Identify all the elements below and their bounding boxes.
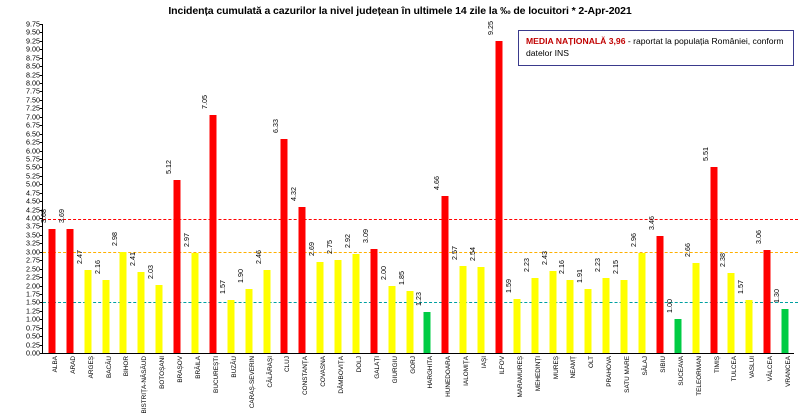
y-axis-tick-label: 5.50: [26, 162, 40, 172]
y-axis-tick-label: 2.25: [26, 272, 40, 282]
x-axis-category-label: BRĂILA: [194, 356, 202, 379]
y-axis-tick-label: 1.00: [26, 314, 40, 324]
bar-value-label: 7.05: [200, 95, 210, 110]
y-axis-tick-label: 6.00: [26, 146, 40, 156]
bar[interactable]: [728, 273, 735, 353]
y-axis-tick-label: 8.25: [26, 70, 40, 80]
bar-group: [307, 24, 329, 387]
bar[interactable]: [692, 263, 699, 353]
bar-value-label: 3.68: [39, 208, 49, 223]
x-axis-category-label: BUZĂU: [230, 356, 238, 378]
bar[interactable]: [352, 254, 359, 353]
bar[interactable]: [335, 260, 342, 353]
x-axis-category-label: VRANCEA: [785, 356, 793, 387]
bar[interactable]: [531, 278, 538, 353]
y-axis-tick-label: 2.00: [26, 281, 40, 290]
bar-group: [200, 24, 222, 393]
bar[interactable]: [299, 207, 306, 353]
bar[interactable]: [764, 250, 771, 353]
x-axis-category-label: HUNEDOARA: [445, 356, 453, 397]
y-axis-tick-label: 9.75: [26, 19, 40, 29]
bar-value-label: 1.23: [414, 291, 424, 306]
bar-value-label: 2.54: [468, 247, 478, 262]
bar-group: [57, 24, 79, 374]
x-axis-category-label: SATU MARE: [624, 356, 632, 393]
y-axis-tick-label: 0.50: [26, 331, 40, 341]
bar-group: [182, 24, 204, 379]
bar[interactable]: [460, 266, 467, 353]
y-axis-tick-label: 7.50: [26, 95, 40, 105]
x-axis-category-label: BACĂU: [105, 356, 113, 379]
bar-value-label: 1.85: [396, 270, 406, 285]
bar[interactable]: [424, 312, 431, 354]
bar[interactable]: [513, 299, 520, 353]
bar[interactable]: [263, 270, 270, 353]
y-axis-tick-label: 6.50: [26, 129, 40, 139]
bar-group: [629, 24, 651, 376]
chart-title: Incidența cumulată a cazurilor la nivel județean în ultimele 14 zile la ‰ de locuitori * 2-Apr-2021: [168, 5, 632, 17]
bar[interactable]: [639, 253, 646, 353]
bar-group: [325, 24, 347, 394]
bar-value-label: 2.23: [593, 257, 603, 272]
bar-value-label: 2.15: [611, 260, 621, 275]
x-axis-category-label: BISTRIȚA-NĂSĂUD: [141, 356, 149, 414]
y-axis-tick-label: 6.75: [26, 120, 40, 130]
bar-value-label: 2.38: [718, 252, 728, 267]
bar-group: [772, 24, 794, 387]
bar-value-label: 1.57: [736, 280, 746, 295]
bar-value-label: 3.46: [647, 216, 657, 231]
bar-value-label: 2.98: [110, 232, 120, 247]
x-axis-category-label: GALAȚI: [373, 356, 381, 379]
y-axis-tick-label: 0.25: [26, 340, 40, 350]
y-axis-tick-label: 0.75: [26, 323, 40, 333]
bar[interactable]: [656, 236, 663, 353]
bar-group: [754, 24, 776, 382]
bar-group: [378, 24, 401, 384]
bar-group: [164, 24, 186, 383]
bar-value-label: 3.69: [57, 208, 67, 223]
x-axis-category-label: CONSTANȚA: [302, 356, 310, 395]
bar-value-label: 2.47: [74, 249, 84, 264]
bar-group: [450, 24, 472, 386]
bar-value-label: 4.32: [289, 187, 299, 202]
x-axis-category-label: SĂLAJ: [642, 356, 649, 376]
y-axis-tick-label: 5.00: [26, 179, 40, 189]
y-axis-tick-label: 8.50: [26, 61, 40, 71]
bar-value-label: 9.25: [486, 20, 496, 35]
bar[interactable]: [621, 280, 628, 353]
x-axis-category-label: SUCEAVA: [677, 356, 685, 386]
bar[interactable]: [102, 280, 109, 353]
y-axis-tick-label: 1.75: [26, 289, 40, 299]
bar-value-label: 2.66: [682, 243, 692, 258]
bar-value-label: 6.33: [271, 119, 281, 134]
y-axis-tick-label: 7.00: [26, 112, 40, 122]
bar[interactable]: [317, 262, 324, 353]
bar-value-label: 1.57: [217, 280, 227, 295]
x-axis-category-label: ARGEȘ: [87, 356, 95, 379]
bar-group: [504, 24, 526, 398]
x-axis-category-label: COVASNA: [320, 356, 328, 387]
bar[interactable]: [227, 300, 234, 353]
bar-group: [432, 24, 454, 397]
bar[interactable]: [138, 272, 145, 353]
bar[interactable]: [388, 286, 395, 353]
bar[interactable]: [245, 289, 252, 353]
x-axis-category-label: ALBA: [51, 356, 59, 373]
bar-value-label: 1.00: [664, 299, 674, 314]
bar-value-label: 2.23: [521, 257, 531, 272]
bar[interactable]: [370, 249, 377, 353]
y-axis-tick-label: 6.25: [26, 137, 40, 147]
bar-value-label: 2.96: [629, 233, 639, 248]
bar[interactable]: [209, 115, 216, 353]
x-axis-category-label: MUREȘ: [552, 356, 560, 380]
national-average-legend: [518, 30, 794, 66]
x-axis-category-label: DÂMBOVIȚA: [338, 356, 346, 394]
y-axis-tick-label: 4.75: [26, 188, 40, 198]
bar-value-label: 3.06: [754, 229, 764, 244]
y-axis-tick-label: 2.75: [26, 255, 40, 265]
bar-group: [74, 24, 97, 379]
x-axis-category-label: HARGHITA: [427, 356, 435, 389]
bar-value-label: 3.09: [360, 228, 370, 243]
bar-value-label: 2.03: [146, 264, 156, 279]
bar-value-label: 2.43: [539, 251, 549, 266]
bar-group: [539, 24, 562, 380]
x-axis-category-label: GORJ: [409, 356, 417, 374]
bar[interactable]: [442, 196, 449, 353]
x-axis-category-label: TULCEA: [731, 356, 739, 382]
bar-value-label: 2.75: [325, 240, 335, 255]
y-axis-tick-label: 8.00: [26, 78, 40, 88]
bar[interactable]: [549, 271, 556, 353]
x-axis-category-label: NEAMȚ: [570, 356, 578, 379]
legend-highlight: MEDIA NAȚIONALĂ 3,96: [526, 36, 626, 46]
bar-value-label: 2.16: [557, 260, 567, 275]
bar-value-label: 1.30: [772, 289, 782, 304]
x-axis-category-label: IALOMIȚA: [463, 356, 471, 386]
y-axis-tick-label: 0.00: [26, 348, 40, 358]
y-axis-tick-label: 4.50: [26, 196, 40, 206]
bar-value-label: 1.90: [235, 268, 245, 283]
x-axis-category-label: GIURGIU: [391, 356, 399, 384]
bar-group: [39, 24, 61, 373]
bar-value-label: 2.16: [92, 260, 102, 275]
y-axis-tick-label: 4.25: [26, 205, 40, 215]
x-axis-category-label: BIHOR: [123, 356, 131, 377]
bar[interactable]: [48, 229, 55, 353]
bar-group: [575, 24, 597, 368]
bar[interactable]: [478, 267, 485, 353]
bar-group: [664, 24, 687, 386]
bar[interactable]: [156, 285, 163, 353]
x-axis-category-label: SIBIU: [659, 356, 667, 373]
x-axis-category-label: VÂLCEA: [767, 356, 775, 382]
x-axis-category-label: CARAȘ-SEVERIN: [248, 356, 256, 409]
bar[interactable]: [585, 289, 592, 353]
bar-group: [110, 24, 133, 377]
legend-rest: - raportat la populația României, conform datelor INS: [526, 36, 784, 58]
x-axis-category-label: ARAD: [69, 356, 77, 374]
x-axis-category-label: IAȘI: [481, 356, 489, 369]
y-axis-tick-label: 2.50: [26, 264, 40, 274]
y-axis-tick-label: 3.50: [26, 230, 40, 240]
bar-group: [217, 24, 240, 378]
x-axis-category-label: OLT: [588, 356, 596, 368]
bar[interactable]: [84, 270, 91, 353]
bar[interactable]: [603, 278, 610, 353]
x-axis-category-label: MARAMUREȘ: [516, 356, 524, 398]
bar-value-label: 2.41: [128, 251, 138, 266]
bar-group: [253, 24, 276, 388]
y-axis-tick-label: 9.50: [26, 27, 40, 37]
bar[interactable]: [782, 309, 789, 353]
y-axis-tick-label: 3.25: [26, 238, 40, 248]
bar-group: [593, 24, 615, 387]
bar[interactable]: [567, 280, 574, 353]
bar-value-label: 2.57: [450, 246, 460, 261]
x-axis-category-label: TIMIȘ: [713, 356, 721, 374]
bar[interactable]: [66, 229, 73, 354]
bar[interactable]: [174, 180, 181, 353]
y-axis-tick-label: 7.25: [26, 103, 40, 113]
bar[interactable]: [495, 41, 502, 353]
bar[interactable]: [406, 291, 413, 353]
bar-group: [343, 24, 365, 373]
bar-value-label: 2.97: [182, 232, 192, 247]
bar-group: [557, 24, 580, 379]
y-axis-tick-mark: [40, 353, 43, 354]
y-axis-tick-label: 3.75: [26, 221, 40, 231]
bar-group: [718, 24, 740, 382]
y-axis-tick-label: 5.75: [26, 154, 40, 164]
bar[interactable]: [281, 139, 288, 353]
bar[interactable]: [120, 252, 127, 353]
bar-group: [146, 24, 168, 389]
x-axis-category-label: DOLJ: [355, 356, 363, 373]
bar-group: [521, 24, 544, 392]
bar-value-label: 2.00: [378, 265, 388, 280]
x-axis-category-label: TELEORMAN: [695, 356, 703, 396]
y-axis-tick-label: 5.25: [26, 171, 40, 181]
bar-group: [682, 24, 705, 396]
bar-value-label: 2.92: [343, 234, 353, 249]
y-axis-tick-label: 4.00: [26, 213, 40, 223]
bar-value-label: 1.59: [504, 279, 514, 294]
bar[interactable]: [710, 167, 717, 353]
x-axis-category-label: BRAȘOV: [177, 356, 185, 383]
bar-group: [128, 24, 150, 414]
y-axis-tick-label: 1.50: [26, 297, 40, 307]
bar[interactable]: [674, 319, 681, 353]
bar-group: [360, 24, 383, 379]
bar-group: [468, 24, 490, 369]
bar-group: [611, 24, 633, 393]
x-axis-category-label: BUCUREȘTI: [212, 356, 220, 393]
bar-group: [486, 20, 508, 375]
y-axis-tick-label: 8.75: [26, 53, 40, 63]
y-axis-tick-label: 3.00: [26, 247, 40, 257]
bar-value-label: 2.46: [253, 250, 263, 264]
y-axis-tick-label: 1.25: [26, 306, 40, 316]
bar[interactable]: [746, 300, 753, 353]
bar-group: [700, 24, 723, 374]
x-axis-category-label: ILFOV: [498, 356, 506, 375]
bar-value-label: 4.66: [432, 175, 442, 190]
y-axis-tick-label: 9.00: [26, 44, 40, 54]
bar-value-label: 2.69: [307, 242, 317, 257]
bar-value-label: 5.51: [700, 147, 710, 162]
y-axis-tick-label: 7.75: [26, 86, 40, 96]
bar-group: [289, 24, 311, 395]
bar-group: [92, 24, 115, 379]
bar-group: [235, 24, 258, 409]
x-axis-category-label: MEHEDINȚI: [534, 356, 542, 392]
x-axis-category-label: PRAHOVA: [606, 356, 614, 387]
plot-area: [26, 19, 794, 414]
bar-group: [736, 24, 758, 379]
x-axis-category-label: CLUJ: [284, 356, 292, 372]
bar-value-label: 5.12: [164, 160, 174, 175]
x-axis-category-label: CĂLĂRAȘI: [266, 356, 274, 388]
x-axis-category-label: VASLUI: [749, 356, 757, 379]
bar[interactable]: [191, 253, 198, 353]
y-axis-tick-label: 9.25: [26, 36, 40, 46]
x-axis-category-label: BOTOȘANI: [159, 356, 167, 389]
bar-value-label: 1.91: [575, 268, 585, 283]
bar-series: [39, 20, 794, 414]
